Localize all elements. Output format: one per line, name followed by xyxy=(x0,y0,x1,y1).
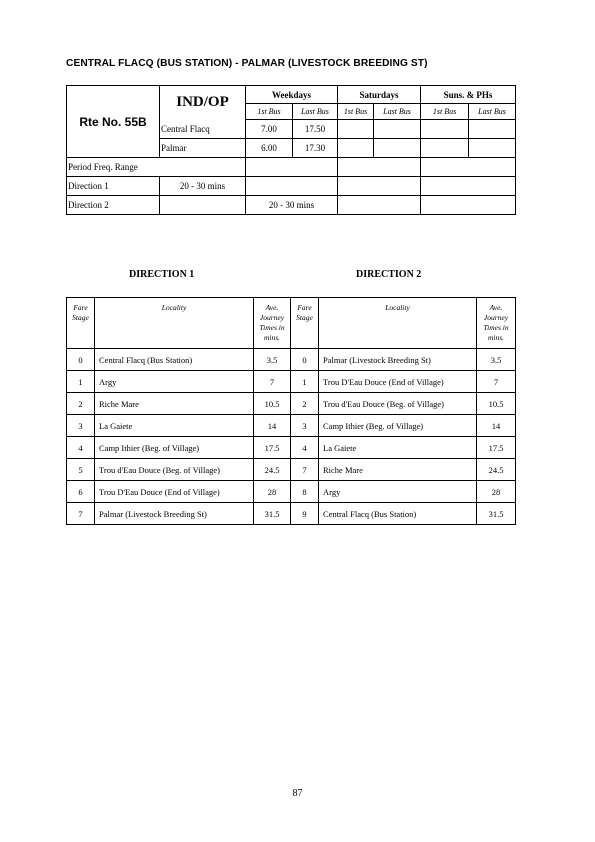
empty-cell xyxy=(374,139,421,158)
weekday-last-bus: 17.50 xyxy=(293,120,338,139)
direction-2-fare-stage: 7 xyxy=(291,459,319,481)
group-weekdays: Weekdays xyxy=(246,86,338,104)
direction-1-fare-stage: 7 xyxy=(67,503,95,525)
weekday-first-bus: 7.00 xyxy=(246,120,293,139)
empty-cell xyxy=(338,120,374,139)
direction-1-label: Direction 1 xyxy=(67,177,160,196)
schedule-table xyxy=(66,85,516,215)
direction-2-fare-stage: 9 xyxy=(291,503,319,525)
weekdays-first-bus-header: 1st Bus xyxy=(246,104,293,120)
empty-cell xyxy=(421,158,516,177)
route-number: Rte No. 55B xyxy=(67,86,160,158)
locality-header: Locality xyxy=(95,298,254,349)
table-row xyxy=(67,349,516,371)
weekday-last-bus: 17.30 xyxy=(293,139,338,158)
direction-2-journey-time: 14 xyxy=(477,415,516,437)
locality-header: Locality xyxy=(319,298,477,349)
direction-2-heading: DIRECTION 2 xyxy=(356,269,422,280)
direction-2-fare-stage: 3 xyxy=(291,415,319,437)
direction-1-journey-time: 28 xyxy=(254,481,291,503)
empty-cell xyxy=(374,120,421,139)
sundays-first-bus-header: 1st Bus xyxy=(421,104,469,120)
fare-stage-header: Fare Stage xyxy=(67,298,95,349)
direction-1-frequency: 20 - 30 mins xyxy=(160,177,246,196)
direction-2-journey-time: 31.5 xyxy=(477,503,516,525)
empty-cell xyxy=(338,139,374,158)
direction-1-fare-stage: 4 xyxy=(67,437,95,459)
empty-cell xyxy=(338,177,421,196)
direction-2-fare-stage: 8 xyxy=(291,481,319,503)
direction-2-fare-stage: 1 xyxy=(291,371,319,393)
direction-2-journey-time: 28 xyxy=(477,481,516,503)
saturdays-first-bus-header: 1st Bus xyxy=(338,104,374,120)
journey-time-header: Ave. Journey Times in mins. xyxy=(254,298,291,349)
direction-2-locality: Trou d'Eau Douce (Beg. of Village) xyxy=(319,393,477,415)
sundays-last-bus-header: Last Bus xyxy=(469,104,516,120)
empty-cell xyxy=(338,196,421,215)
table-row xyxy=(67,437,516,459)
direction-2-frequency: 20 - 30 mins xyxy=(246,196,338,215)
direction-1-locality: Palmar (Livestock Breeding St) xyxy=(95,503,254,525)
route-title: CENTRAL FLACQ (BUS STATION) - PALMAR (LIVESTOCK BREEDING ST) xyxy=(66,58,428,69)
direction-1-locality: Riche Mare xyxy=(95,393,254,415)
direction-2-journey-time: 24.5 xyxy=(477,459,516,481)
direction-1-locality: Trou d'Eau Douce (Beg. of Village) xyxy=(95,459,254,481)
table-row xyxy=(67,196,516,215)
direction-1-journey-time: 17.5 xyxy=(254,437,291,459)
saturdays-last-bus-header: Last Bus xyxy=(374,104,421,120)
direction-1-fare-stage: 2 xyxy=(67,393,95,415)
direction-1-locality: Argy xyxy=(95,371,254,393)
table-row xyxy=(67,503,516,525)
empty-cell xyxy=(160,196,246,215)
direction-1-fare-stage: 6 xyxy=(67,481,95,503)
direction-2-locality: Camp Ithier (Beg. of Village) xyxy=(319,415,477,437)
indop-label: IND/OP xyxy=(160,86,246,120)
direction-1-heading: DIRECTION 1 xyxy=(129,269,195,280)
period-freq-label: Period Freq. Range xyxy=(67,158,246,177)
direction-2-label: Direction 2 xyxy=(67,196,160,215)
table-row xyxy=(67,393,516,415)
empty-cell xyxy=(469,139,516,158)
direction-1-locality: Trou D'Eau Douce (End of Village) xyxy=(95,481,254,503)
direction-2-fare-stage: 0 xyxy=(291,349,319,371)
direction-1-journey-time: 24.5 xyxy=(254,459,291,481)
group-saturdays: Saturdays xyxy=(338,86,421,104)
direction-2-locality: Central Flacq (Bus Station) xyxy=(319,503,477,525)
group-sundays-phs: Suns. & PHs xyxy=(421,86,516,104)
table-row xyxy=(67,158,516,177)
journey-time-header: Ave. Journey Times in mins. xyxy=(477,298,516,349)
direction-2-journey-time: 17.5 xyxy=(477,437,516,459)
direction-1-fare-stage: 3 xyxy=(67,415,95,437)
direction-1-locality: La Gaiete xyxy=(95,415,254,437)
empty-cell xyxy=(246,177,338,196)
direction-1-fare-stage: 5 xyxy=(67,459,95,481)
empty-cell xyxy=(421,139,469,158)
table-row xyxy=(67,371,516,393)
direction-1-journey-time: 14 xyxy=(254,415,291,437)
empty-cell xyxy=(421,120,469,139)
table-row xyxy=(67,459,516,481)
direction-1-locality: Central Flacq (Bus Station) xyxy=(95,349,254,371)
direction-1-journey-time: 31.5 xyxy=(254,503,291,525)
empty-cell xyxy=(338,158,421,177)
direction-1-locality: Camp Ithier (Beg. of Village) xyxy=(95,437,254,459)
direction-2-journey-time: 3.5 xyxy=(477,349,516,371)
direction-1-journey-time: 3.5 xyxy=(254,349,291,371)
empty-cell xyxy=(421,177,516,196)
direction-1-journey-time: 7 xyxy=(254,371,291,393)
direction-2-journey-time: 7 xyxy=(477,371,516,393)
empty-cell xyxy=(246,158,338,177)
destination-place: Palmar xyxy=(160,139,246,158)
direction-2-locality: Argy xyxy=(319,481,477,503)
table-row xyxy=(67,481,516,503)
empty-cell xyxy=(469,120,516,139)
fare-stage-header: Fare Stage xyxy=(291,298,319,349)
direction-2-locality: Trou D'Eau Douce (End of Village) xyxy=(319,371,477,393)
fare-table-body xyxy=(67,349,516,525)
weekday-first-bus: 6.00 xyxy=(246,139,293,158)
page-number: 87 xyxy=(292,788,303,799)
direction-2-fare-stage: 2 xyxy=(291,393,319,415)
origin-place: Central Flacq xyxy=(160,120,246,139)
direction-2-locality: Palmar (Livestock Breeding St) xyxy=(319,349,477,371)
direction-2-journey-time: 10.5 xyxy=(477,393,516,415)
direction-1-fare-stage: 1 xyxy=(67,371,95,393)
empty-cell xyxy=(421,196,516,215)
fare-stage-table xyxy=(66,297,516,525)
table-row xyxy=(67,177,516,196)
direction-2-locality: La Gaiete xyxy=(319,437,477,459)
direction-2-locality: Riche Mare xyxy=(319,459,477,481)
direction-1-journey-time: 10.5 xyxy=(254,393,291,415)
direction-2-fare-stage: 4 xyxy=(291,437,319,459)
direction-1-fare-stage: 0 xyxy=(67,349,95,371)
table-row xyxy=(67,415,516,437)
weekdays-last-bus-header: Last Bus xyxy=(293,104,338,120)
